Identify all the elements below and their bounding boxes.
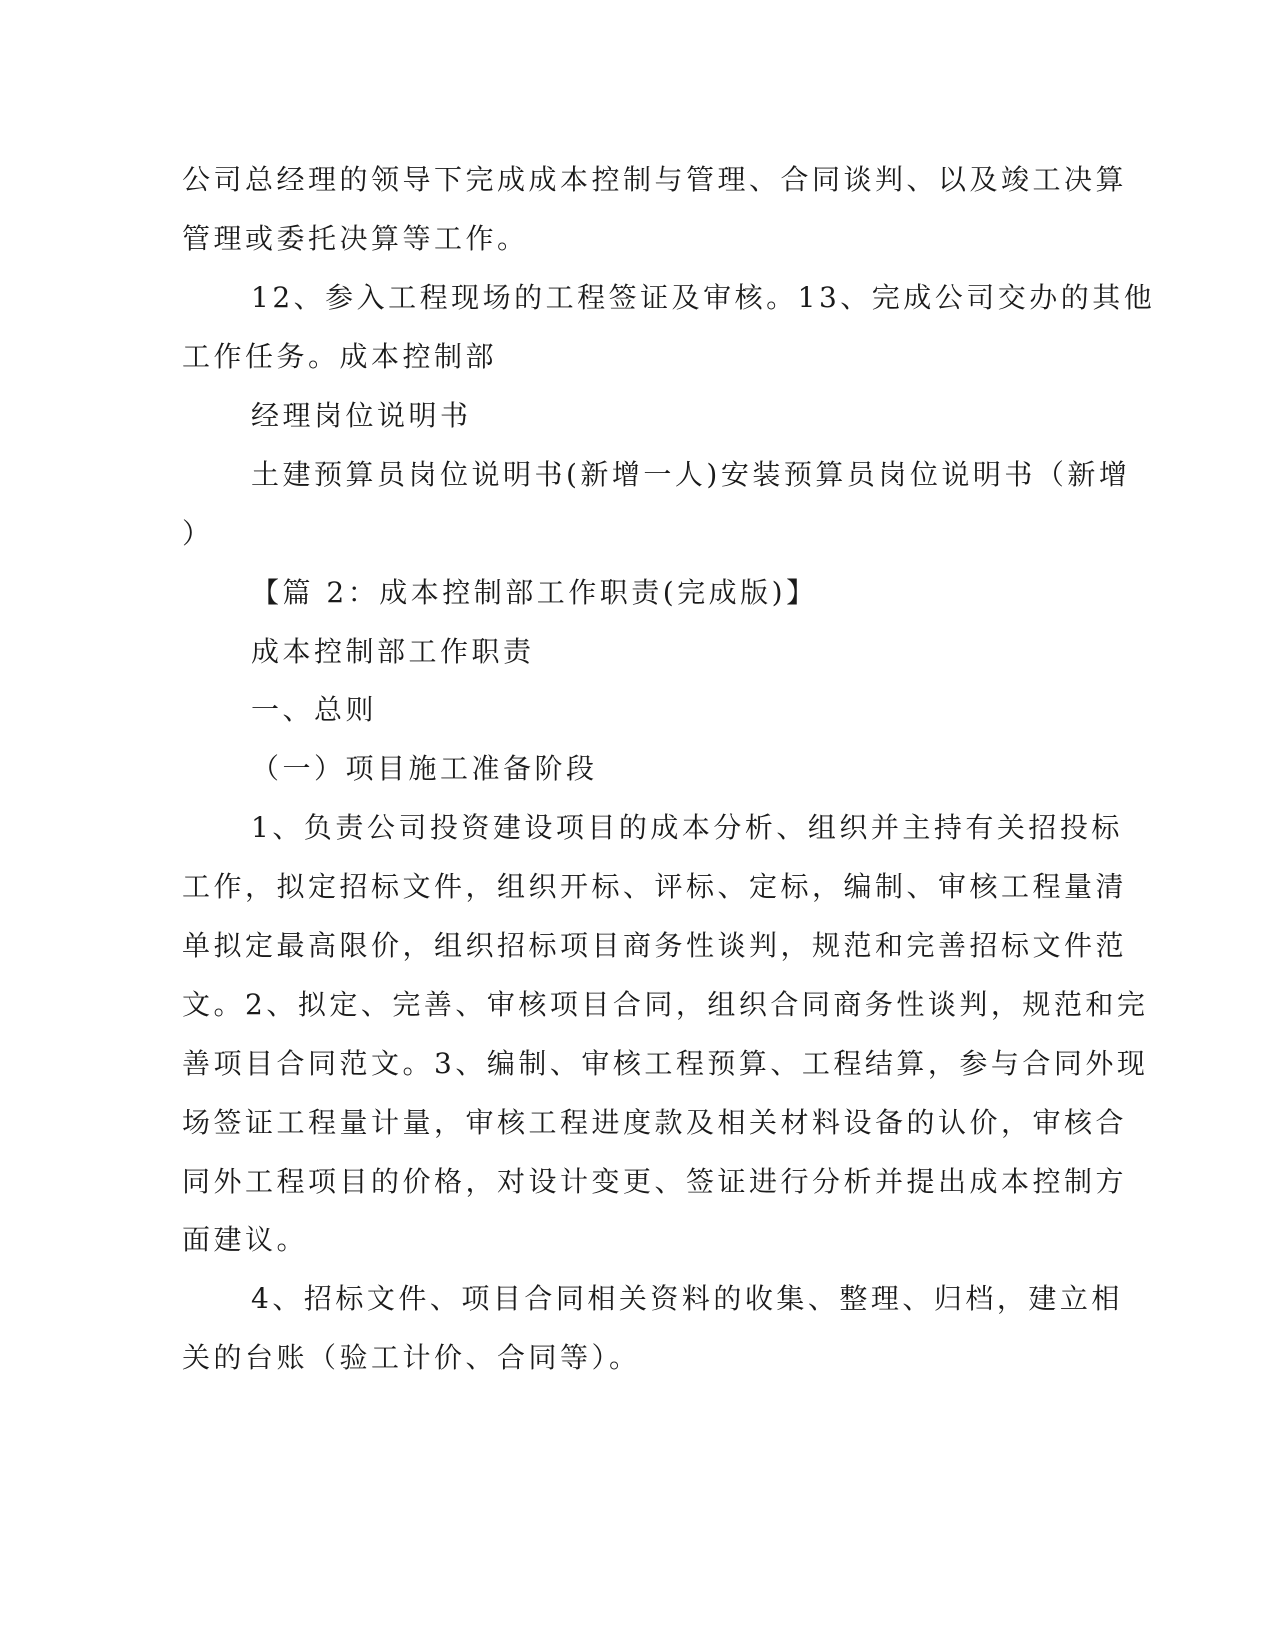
text-line: 管理或委托决算等工作。 [182, 222, 529, 255]
text-line: 场签证工程量计量，审核工程进度款及相关材料设备的认价，审核合 [182, 1106, 1128, 1139]
text-line: 公司总经理的领导下完成成本控制与管理、合同谈判、以及竣工决算 [182, 163, 1128, 196]
text-line: 善项目合同范文。3、编制、审核工程预算、工程结算，参与合同外现 [182, 1047, 1149, 1080]
section-heading: 【篇 2：成本控制部工作职责(完成版)】 [251, 576, 818, 609]
text-line: 工作，拟定招标文件，组织开标、评标、定标，编制、审核工程量清 [182, 870, 1128, 903]
text-line: 4、招标文件、项目合同相关资料的收集、整理、归档，建立相 [251, 1282, 1123, 1315]
subsection-heading: （一）项目施工准备阶段 [251, 752, 598, 785]
text-line: 12、参入工程现场的工程签证及审核。13、完成公司交办的其他 [251, 281, 1156, 314]
text-line: 工作任务。成本控制部 [182, 340, 498, 373]
text-line: 单拟定最高限价，组织招标项目商务性谈判，规范和完善招标文件范 [182, 929, 1128, 962]
chapter-heading: 一、总则 [251, 693, 378, 726]
text-line: 面建议。 [182, 1223, 309, 1256]
text-line: 同外工程项目的价格，对设计变更、签证进行分析并提出成本控制方 [182, 1165, 1128, 1198]
doc-title: 成本控制部工作职责 [251, 635, 535, 668]
text-line: 1、负责公司投资建设项目的成本分析、组织并主持有关招投标 [251, 811, 1123, 844]
text-line: 关的台账（验工计价、合同等）。 [182, 1341, 641, 1374]
text-line: 文。2、拟定、完善、审核项目合同，组织合同商务性谈判，规范和完 [182, 988, 1149, 1021]
text-line: 土建预算员岗位说明书(新增一人)安装预算员岗位说明书（新增 [251, 458, 1131, 491]
text-line: 经理岗位说明书 [251, 399, 472, 432]
text-line: ） [182, 517, 214, 550]
